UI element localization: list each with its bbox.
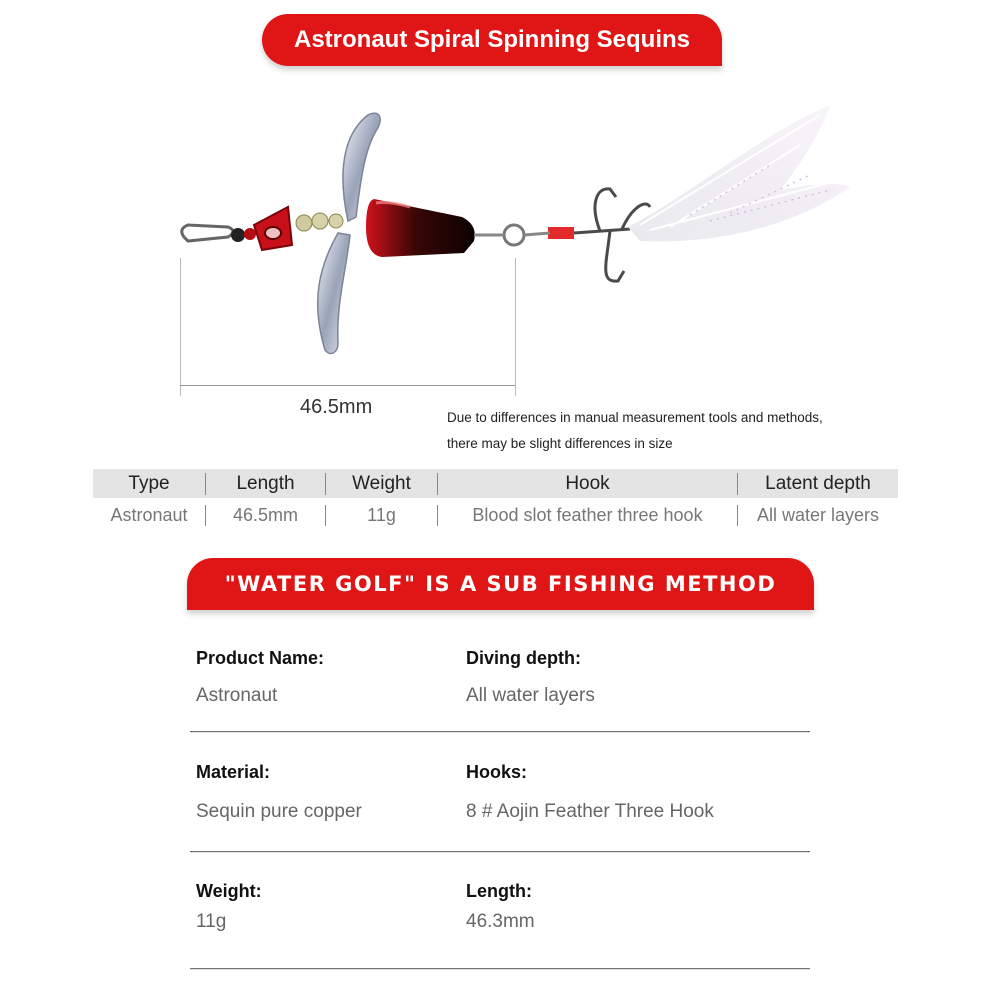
detail-label-diving-depth: Diving depth: [466, 648, 581, 668]
detail-label-weight: Weight: [196, 881, 262, 901]
lure-image [170, 95, 870, 365]
split-ring [504, 225, 524, 245]
detail-label-hooks: Hooks: [466, 762, 528, 782]
bead [296, 215, 312, 231]
divider [190, 968, 810, 969]
dimension-line [180, 385, 515, 386]
detail-value-length: 46.3mm [466, 911, 535, 932]
detail-value-hooks: 8 # Aojin Feather Three Hook [466, 801, 714, 822]
spec-header-hook: Hook [438, 473, 738, 495]
detail-value-material: Sequin pure copper [196, 801, 362, 822]
spec-header-type: Type [93, 473, 206, 495]
bead [244, 228, 256, 240]
spec-table-row [93, 498, 898, 532]
spec-value-depth: All water layers [756, 504, 880, 525]
header-title: Astronaut Spiral Spinning Sequins [293, 26, 691, 53]
red-wrap [548, 227, 574, 239]
dimension-label: 46.5mm [300, 396, 373, 418]
detail-value-product-name: Astronaut [196, 685, 278, 706]
bead [312, 213, 328, 229]
spec-value-weight: 11g [326, 505, 438, 526]
snap-swivel [182, 225, 233, 241]
spec-value-type: Astronaut [93, 505, 206, 526]
spinner-blade [318, 233, 350, 354]
dimension-tick-right [515, 258, 516, 396]
lure-body [366, 199, 475, 257]
lure-eye [265, 227, 281, 239]
spec-table-header [93, 469, 898, 498]
detail-label-length: Length: [466, 881, 532, 901]
feather [628, 105, 850, 241]
header-banner [262, 14, 722, 66]
dimension-tick-left [180, 258, 181, 396]
measurement-note-line1: Due to differences in manual measurement tools and methods, [447, 410, 823, 425]
spec-header-length: Length [206, 473, 326, 495]
bead [329, 214, 343, 228]
detail-value-diving-depth: All water layers [466, 685, 595, 706]
spec-value-hook: Blood slot feather three hook [438, 505, 738, 526]
bead [231, 228, 245, 242]
detail-label-material: Material: [196, 762, 271, 782]
spec-value-length: 46.5mm [206, 505, 326, 526]
section-title: "WATER GOLF" IS A SUB FISHING METHOD [224, 572, 777, 596]
spec-table [93, 469, 898, 532]
spec-header-depth: Latent depth [765, 472, 871, 494]
measurement-note-line2: there may be slight differences in size [447, 436, 673, 451]
detail-value-weight: 11g [196, 911, 227, 932]
detail-label-product-name: Product Name: [196, 648, 325, 668]
spec-header-weight: Weight [326, 473, 438, 495]
divider [190, 851, 810, 852]
divider [190, 731, 810, 732]
section-banner [187, 558, 814, 610]
